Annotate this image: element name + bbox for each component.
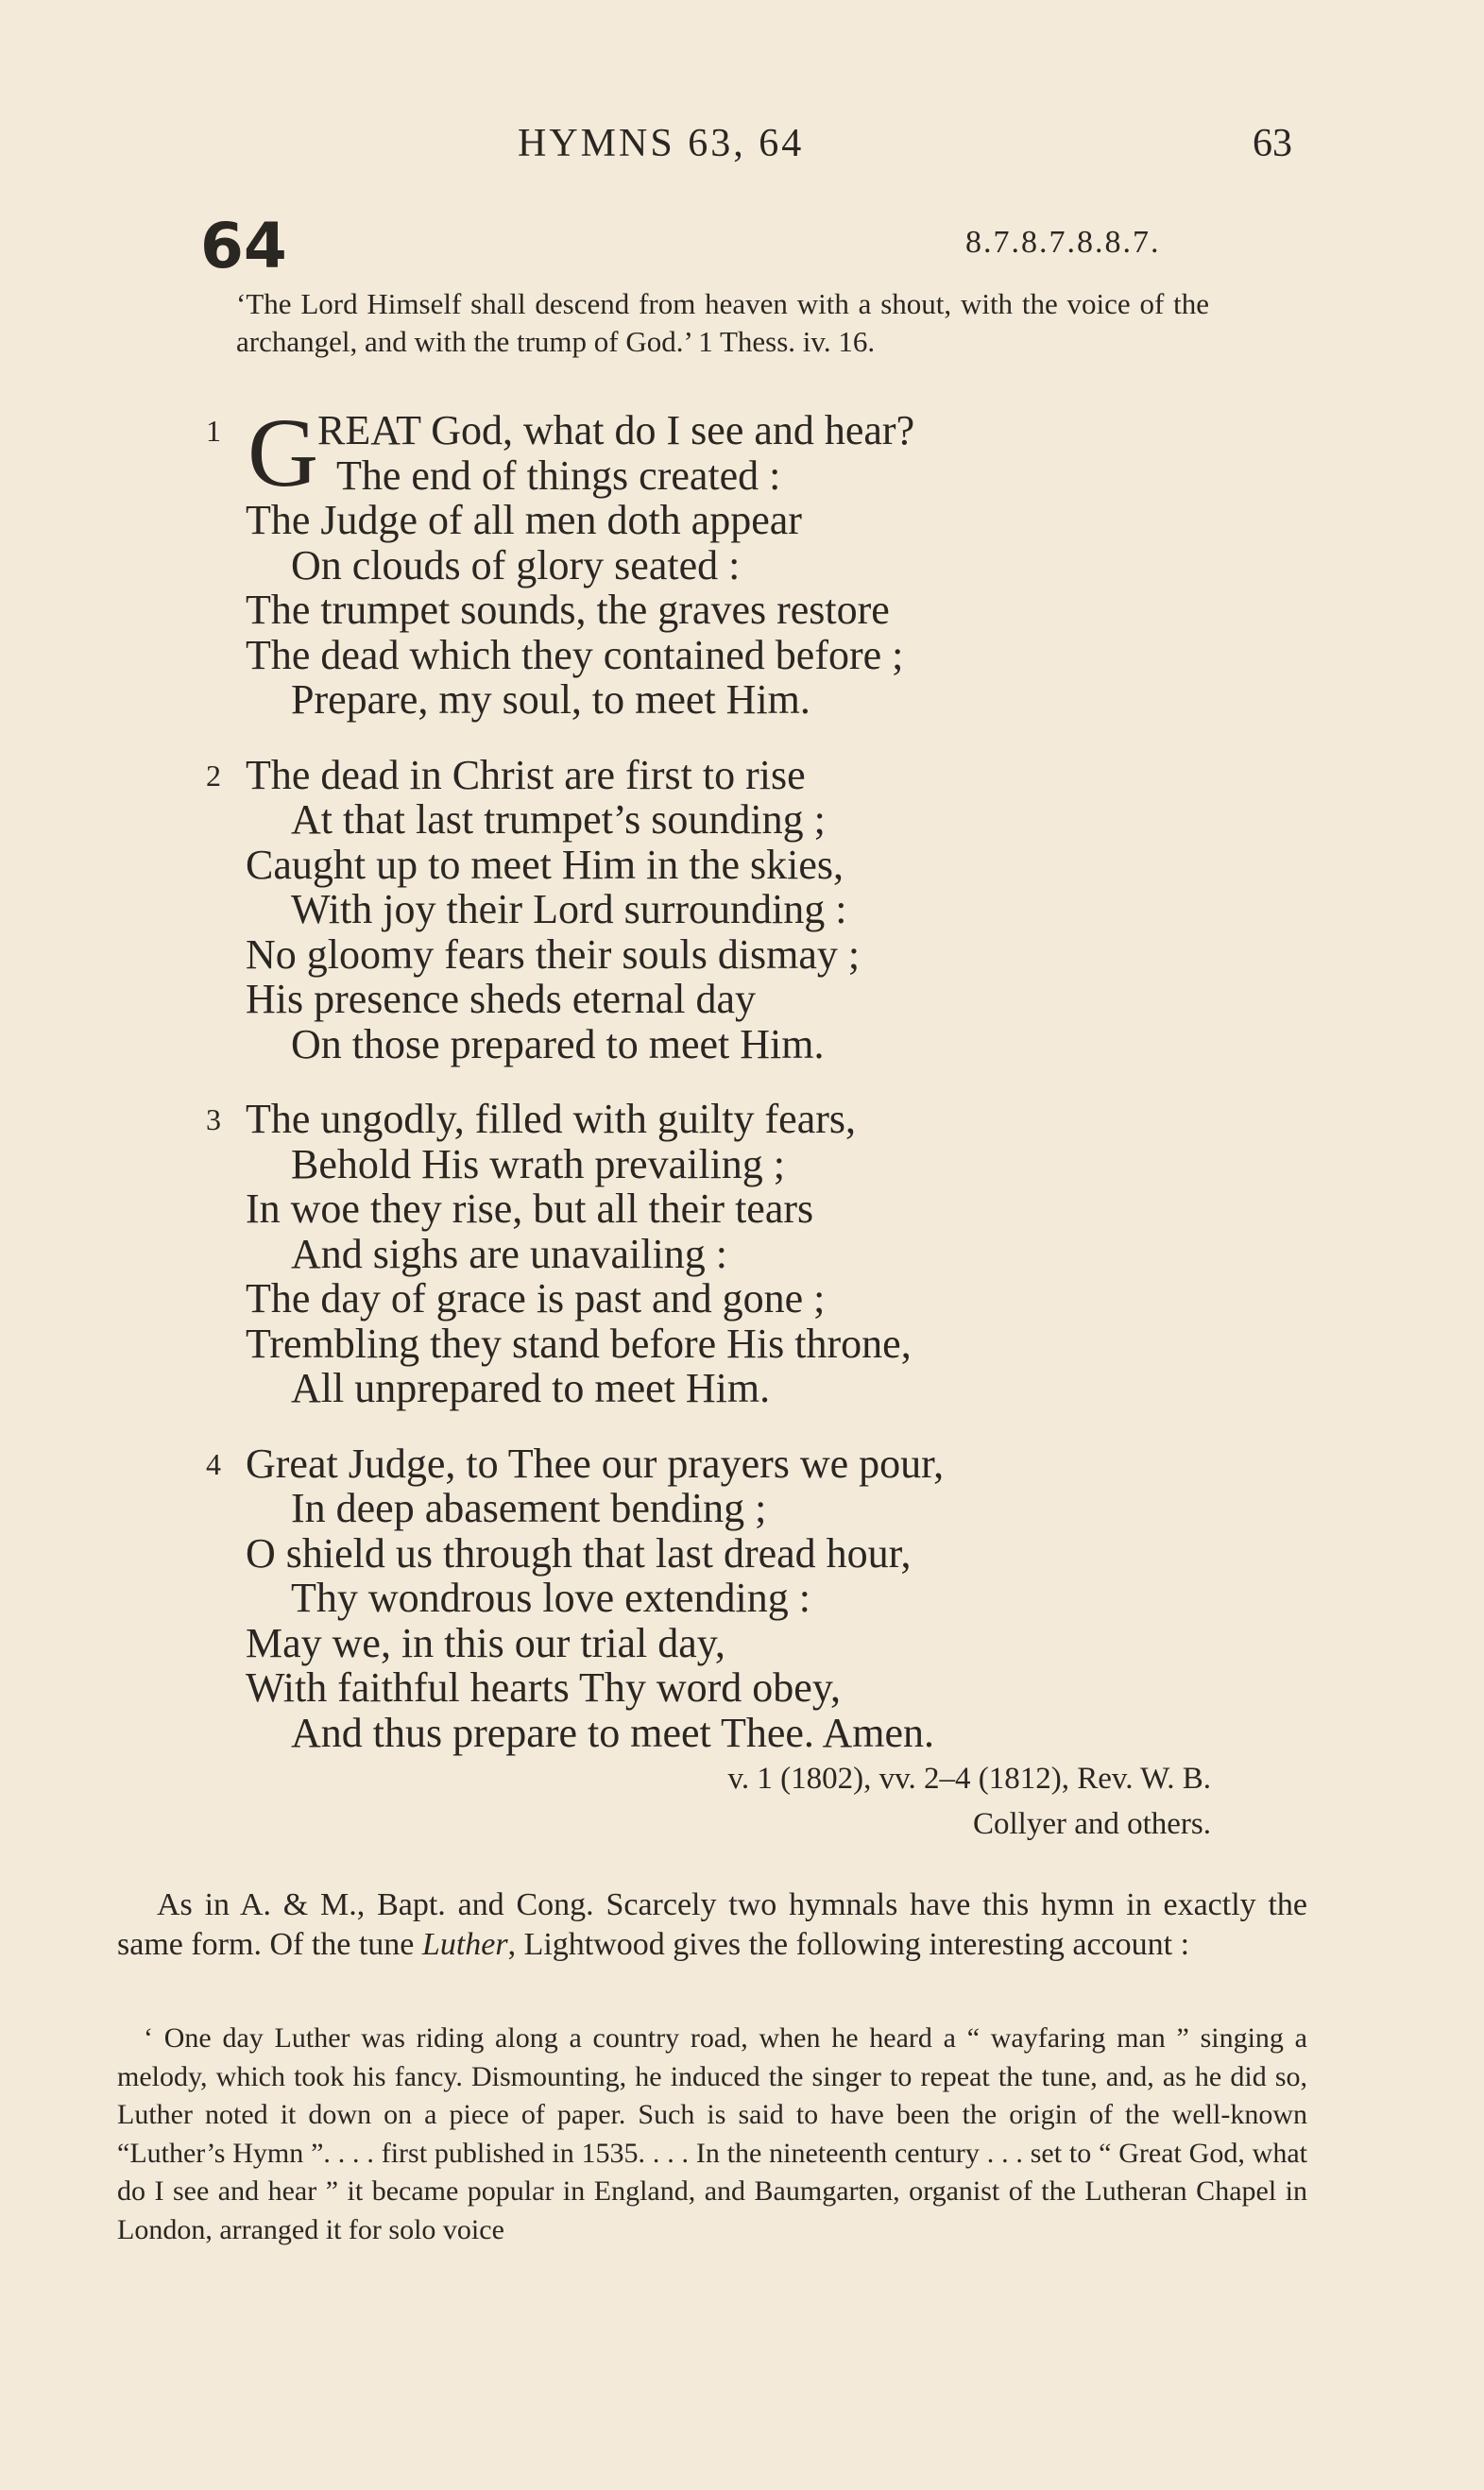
stanza-2: [206, 753, 1245, 1067]
epigraph: ‘The Lord Himself shall descend from heaven with a shout, with the voice of the archangel, and with the trump of God.’ 1 Thess. iv. 16.: [236, 287, 1209, 358]
stanza-4: [206, 1441, 1245, 1756]
stanza-line: May we, in this our trial day,: [246, 1619, 725, 1666]
commentary-text-end: , Lightwood gives the following interesting account :: [507, 1927, 1190, 1962]
stanza-line: In deep abasement bending ;: [291, 1485, 767, 1531]
stanza-line: The Judge of all men doth appear: [246, 497, 802, 543]
stanza-line: Caught up to meet Him in the skies,: [246, 841, 844, 888]
stanza-1: [206, 399, 1245, 723]
stanza-line: With joy their Lord surrounding :: [291, 886, 847, 932]
stanza-line: The end of things created :: [336, 452, 781, 499]
running-head: [0, 121, 1484, 168]
stanza-3: [206, 1097, 1245, 1411]
commentary-paragraph: [117, 1885, 1307, 1965]
stanza-line: The ungodly, filled with guilty fears,: [246, 1096, 857, 1142]
stanza-line: The trumpet sounds, the graves restore: [246, 587, 890, 633]
stanza-number: 2: [206, 758, 221, 793]
stanza-line: And thus prepare to meet Thee. Amen.: [291, 1709, 934, 1756]
stanza-1-opening: [206, 399, 1245, 507]
drop-cap: G: [247, 399, 319, 507]
hymn-number: 64: [200, 210, 287, 282]
stanza-line: Thy wondrous love extending :: [291, 1575, 810, 1621]
stanza-line: The day of grace is past and gone ;: [246, 1275, 826, 1322]
stanza-line: Trembling they stand before His throne,: [246, 1320, 912, 1367]
stanza-line: Great Judge, to Thee our prayers we pour,: [246, 1440, 945, 1487]
commentary-text: As in A. & M., Bapt. and Cong. Scarcely two hymnals have this hymn in exactly the same form. Of the tune: [117, 1887, 1307, 1962]
attribution-line-2: Collyer and others.: [972, 1807, 1211, 1841]
stanza-line: Prepare, my soul, to meet Him.: [291, 676, 810, 723]
stanza-line: No gloomy fears their souls dismay ;: [246, 930, 861, 978]
hymn-meter: 8.7.8.7.8.8.7.: [965, 225, 1161, 260]
stanza-line: On clouds of glory seated :: [291, 541, 741, 588]
stanza-number: 4: [206, 1446, 221, 1481]
quote-text: ‘ One day Luther was riding along a country road, when he heard a “ wayfaring man ” singing a melody, which took his fancy. Dismounting, he induced the singer to repeat the tune, and, as he did so, Luther noted it down on a piece of paper. Such is said to have been the origin of the well-known “Luther’s Hymn ”. . . . first published in 1535. . . . In the nineteenth century . . . set to “ Great God, what do I see and hear ” it became popular in England, and Baumgarten, organist of the Lutheran Chapel in London, arranged it for solo voice: [117, 2022, 1307, 2245]
stanza-number: 3: [206, 1102, 221, 1136]
stanza-line: The dead which they contained before ;: [246, 631, 904, 678]
stanza-line: Behold His wrath prevailing ;: [291, 1140, 786, 1187]
stanza-line: All unprepared to meet Him.: [291, 1365, 771, 1411]
attribution-line-1: v. 1 (1802), vv. 2–4 (1812), Rev. W. B.: [727, 1762, 1211, 1796]
running-head-title: HYMNS 63, 64: [518, 122, 805, 165]
stanza-line: In woe they rise, but all their tears: [246, 1185, 814, 1232]
stanza-line: And sighs are unavailing :: [291, 1230, 727, 1277]
stanza-line: O shield us through that last dread hour,: [246, 1529, 912, 1577]
stanza-line: At that last trumpet’s sounding ;: [291, 796, 826, 843]
hymn-text: [206, 399, 1245, 1785]
stanza-line: His presence sheds eternal day: [246, 976, 757, 1022]
stanza-number: 1: [206, 414, 221, 448]
stanza-line: REAT God, what do I see and hear?: [317, 407, 915, 453]
stanza-line: The dead in Christ are first to rise: [246, 751, 806, 798]
tune-name: Luther: [421, 1927, 508, 1962]
quoted-account: [117, 2020, 1307, 2249]
page-number: 63: [1253, 122, 1292, 165]
stanza-line: With faithful hearts Thy word obey,: [246, 1664, 841, 1711]
stanza-line: On those prepared to meet Him.: [291, 1020, 825, 1067]
